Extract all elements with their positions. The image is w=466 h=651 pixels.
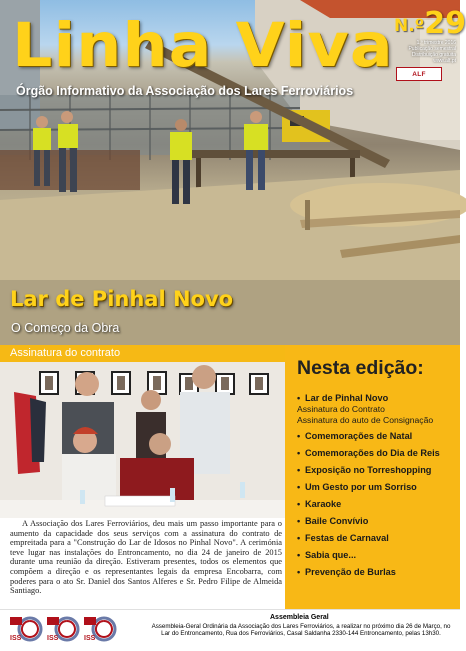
alf-logo — [396, 67, 442, 81]
footer — [0, 609, 460, 651]
bullet-icon: • — [297, 550, 301, 560]
toc-list — [297, 393, 457, 578]
toc-item[interactable] — [297, 550, 457, 561]
iss-logo — [82, 615, 117, 645]
bullet-icon: • — [297, 482, 301, 492]
cover-subheadline: O Começo da Obra — [11, 321, 120, 335]
contract-article: A Associação dos Lares Ferroviários, deu mais um passo importante para o aumento da capacidade dos seus serviços com a assinatura do contrato de empreitada para a "Construção do Lar de Idosos no Pinhal Novo". A cerimónia teve lugar nas instalações do Entroncamento, no dia 24 de janeiro de 2015 durante uma reunião da direção. Estiveram presentes, todos os elementos que compõem a direção e os representantes legais da empresa Encobarra, com poderes para o ato Sr. Daniel dos Santos Alferes e Sr. Pedro Filipe de Almeida Santiago. — [10, 519, 282, 596]
toc-item-label: Karaoke — [305, 499, 342, 509]
toc-item-label: Baile Convívio — [305, 516, 369, 526]
alf-logo-text: ALF — [412, 70, 426, 78]
contract-section-title: Assinatura do contrato — [10, 347, 121, 359]
iss-logo-text: ISS — [84, 635, 96, 642]
toc-item[interactable] — [297, 499, 457, 510]
toc-item-label: Exposição no Torreshopping — [305, 465, 432, 475]
toc-item-label: Lar de Pinhal Novo — [305, 393, 389, 403]
bullet-icon: • — [297, 516, 301, 526]
bullet-icon: • — [297, 499, 301, 509]
toc-subitem[interactable]: Assinatura do Contrato — [297, 404, 385, 414]
issue-meta-line: Publicação semestral — [408, 46, 456, 52]
bullet-icon: • — [297, 393, 301, 403]
toc-entry — [297, 499, 457, 510]
toc-item-label: Sabia que... — [305, 550, 357, 560]
magazine-subtitle: Órgão Informativo da Associação dos Lares Ferroviários — [16, 84, 354, 98]
cover-headline: Lar de Pinhal Novo — [10, 287, 234, 311]
assembly-text: Assembleia-Geral Ordinária da Associação dos Lares Ferroviários, a realizar no próximo dia 26 de Março, no Lar do Entroncamento, Rua dos Ferroviários, Casal Saldanha 2330-144 Entroncamento, pelas 13h30. — [151, 623, 451, 638]
iss-logo — [45, 615, 80, 645]
toc-item-label: Festas de Carnaval — [305, 533, 389, 543]
issue-meta-line: Distribuição gratuita — [411, 52, 456, 58]
toc-entry — [297, 533, 457, 544]
signing-ceremony-illustration — [0, 362, 285, 518]
toc-entry — [297, 550, 457, 561]
toc-item-label: Prevenção de Burlas — [305, 567, 396, 577]
bullet-icon: • — [297, 431, 301, 441]
toc-item[interactable] — [297, 516, 457, 527]
bullet-icon: • — [297, 567, 301, 577]
toc-item-label: Um Gesto por um Sorriso — [305, 482, 417, 492]
contract-section-band — [0, 345, 285, 362]
issue-block — [394, 6, 466, 64]
contract-photo — [0, 362, 285, 518]
table-of-contents — [285, 345, 460, 609]
issue-meta-line: www.alf.pt — [433, 58, 456, 64]
toc-entry — [297, 448, 457, 459]
iss-logo — [8, 615, 43, 645]
toc-item[interactable] — [297, 393, 457, 404]
toc-entry — [297, 393, 457, 425]
toc-entry — [297, 516, 457, 527]
toc-item-label: Comemorações do Dia de Reis — [305, 448, 440, 458]
toc-subitem[interactable]: Assinatura do auto de Consignação — [297, 414, 434, 425]
toc-title: Nesta edição: — [297, 357, 424, 379]
iss-logo-text: ISS — [47, 635, 59, 642]
toc-item[interactable] — [297, 465, 457, 476]
assembly-title: Assembleia Geral — [270, 614, 329, 621]
toc-item[interactable] — [297, 533, 457, 544]
issue-meta-line: 1.º trimestre 2016 — [416, 40, 456, 46]
issue-prefix: N.º — [394, 16, 425, 36]
toc-entry — [297, 431, 457, 442]
toc-item[interactable] — [297, 431, 457, 442]
toc-item[interactable] — [297, 567, 457, 578]
toc-entry — [297, 465, 457, 476]
issue-number: 29 — [424, 6, 466, 41]
iss-logo-text: ISS — [10, 635, 22, 642]
issue-meta — [394, 40, 456, 64]
toc-entry — [297, 482, 457, 493]
toc-entry — [297, 567, 457, 578]
toc-item[interactable] — [297, 448, 457, 459]
bullet-icon: • — [297, 465, 301, 475]
iss-logos — [8, 615, 119, 645]
bullet-icon: • — [297, 533, 301, 543]
toc-item-label: Comemorações de Natal — [305, 431, 413, 441]
toc-item[interactable] — [297, 482, 457, 493]
bullet-icon: • — [297, 448, 301, 458]
magazine-title: Linha Viva — [12, 10, 394, 81]
